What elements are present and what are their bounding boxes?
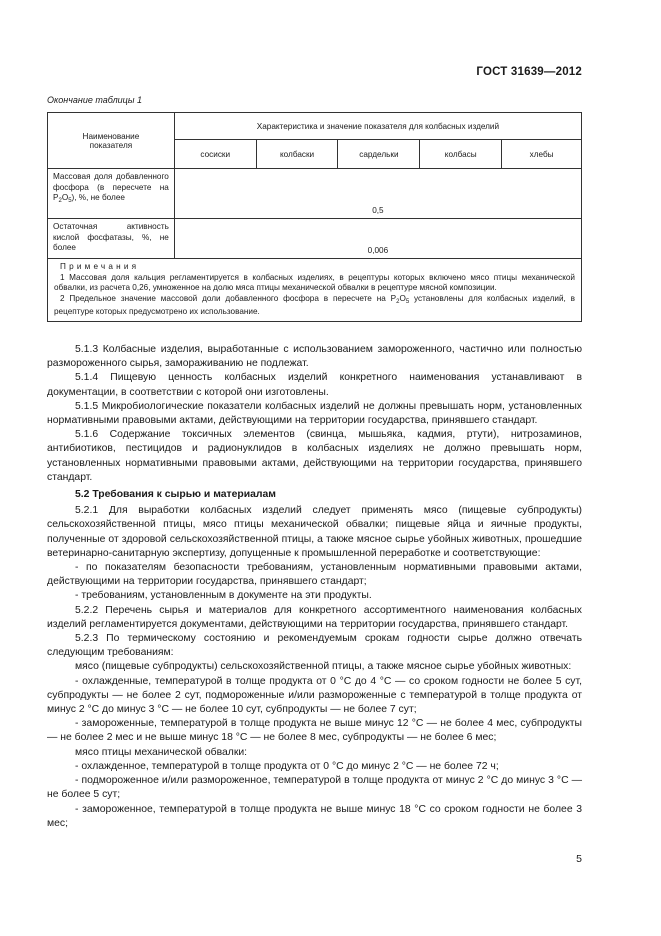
- table-caption: Окончание таблицы 1: [47, 95, 142, 105]
- paragraph: 5.1.5 Микробиологические показатели колбасных изделий не должны превышать норм, установленных нормативными правовыми актами, действующими на территории государства, принявшего стандарт.: [47, 400, 582, 427]
- col-header: сосиски: [174, 140, 256, 169]
- indicators-table: [47, 112, 582, 322]
- body-text: [47, 343, 582, 831]
- paragraph: - охлажденные, температурой в толще продукта от 0 °С до 4 °С — со сроком годности не более 5 сут, субпродукты — не более 2 сут, подмороженные и/или размороженные с температурой в толще продукта от минус 2 °С до минус 3 °С — не более 10 сут, субпродукты — не более 7 сут;: [47, 675, 582, 716]
- note-item: 2 Предельное значение массовой доли добавленного фосфора в пересчете на $P_2O_5$ установлены для колбасных изделий, в рецептуре которых предусмотрено их использование.: [54, 293, 576, 316]
- paragraph: 5.1.3 Колбасные изделия, выработанные с использованием замороженного, частично или полностью размороженного сырья, замораживанию не подлежат.: [47, 344, 582, 370]
- col-header: хлебы: [502, 140, 582, 169]
- table-notes: [48, 259, 582, 322]
- paragraph: 5.1.6 Содержание токсичных элементов (свинца, мышьяка, кадмия, ртути), нитрозаминов, антибиотиков, пестицидов и радионуклидов в колбасных изделиях не должно превышать норм, установленных нормативными правовыми актами, действующими на территории государства, принявшего стандарт.: [47, 429, 582, 483]
- row-value: 0,006: [174, 219, 581, 259]
- note-item: 1 Массовая доля кальция регламентируется в колбасных изделиях, в рецептуры которых включено мясо птицы механической обвалки, из расчета 0,26, умноженное на долю мяса птицы механической обвалки в рецептуре мясной композиции.: [54, 272, 575, 292]
- col-group-header: Характеристика и значение показателя для колбасных изделий: [174, 113, 581, 140]
- table-row: [48, 169, 582, 219]
- col-header: сардельки: [338, 140, 420, 169]
- col-header: колбасы: [420, 140, 502, 169]
- paragraph: - замороженные, температурой в толще продукта не выше минус 12 °С — не более 4 мес, субпродукты — не более 2 мес и не выше минус 18 °С — не более 8 мес, субпродукты — не более 6 мес;: [47, 718, 582, 744]
- page-number: 5: [576, 853, 582, 865]
- paragraph: 5.2.1 Для выработки колбасных изделий следует применять мясо (пищевые субпродукты) сельскохозяйственной птицы, мясо птицы механической обвалки; пищевые яйца и яичные продукты, полученные от здоровой сельскохозяйственной птицы, а также мясное сырье убойных животных, прошедшие ветеринарно-санитарную экспертизу, допущенные к промышленной переработке и соответствующие:: [47, 505, 582, 559]
- table-row: [48, 219, 582, 259]
- col-header-name: Наименование показателя: [48, 113, 175, 169]
- paragraph: - замороженное, температурой в толще продукта не выше минус 18 °С со сроком годности не более 3 мес;: [47, 803, 582, 829]
- paragraph: 5.1.4 Пищевую ценность колбасных изделий конкретного наименования устанавливают в документации, в соответствии с которой они изготовлены.: [47, 372, 582, 398]
- paragraph: мясо (пищевые субпродукты) сельскохозяйственной птицы, а также мясное сырье убойных животных:: [75, 661, 572, 673]
- paragraph: мясо птицы механической обвалки:: [75, 746, 248, 758]
- notes-heading: Примечания: [60, 262, 140, 271]
- section-heading: 5.2 Требования к сырью и материалам: [75, 489, 276, 501]
- row-label: Массовая доля добавленного фосфора (в пересчете на $P_2O_5$), %, не более: [48, 169, 175, 219]
- table-notes-row: [48, 259, 582, 322]
- paragraph: - подмороженное и/или размороженное, температурой в толще продукта от минус 2 °С до минус 3 °С — не более 5 сут;: [47, 775, 582, 801]
- document-code: ГОСТ 31639—2012: [476, 66, 582, 78]
- paragraph: 5.2.2 Перечень сырья и материалов для конкретного ассортиментного наименования колбасных изделий регламентируется документами, действующими на территории государства, принявшего стандарт.: [47, 604, 582, 630]
- row-value: 0,5: [174, 169, 581, 219]
- paragraph: - требованиям, установленным в документе на эти продукты.: [75, 590, 372, 602]
- paragraph: 5.2.3 По термическому состоянию и рекомендуемым срокам годности сырье должно отвечать следующим требованиям:: [47, 633, 582, 659]
- col-header: колбаски: [256, 140, 338, 169]
- row-label: Остаточная активность кислой фосфатазы, %, не более: [48, 219, 175, 259]
- paragraph: - охлажденное, температурой в толще продукта от 0 °С до минус 2 °С — не более 72 ч;: [75, 760, 499, 772]
- paragraph: - по показателям безопасности требованиям, установленным нормативными правовыми актами, действующими на территории государства, принявшего стандарт;: [47, 562, 582, 588]
